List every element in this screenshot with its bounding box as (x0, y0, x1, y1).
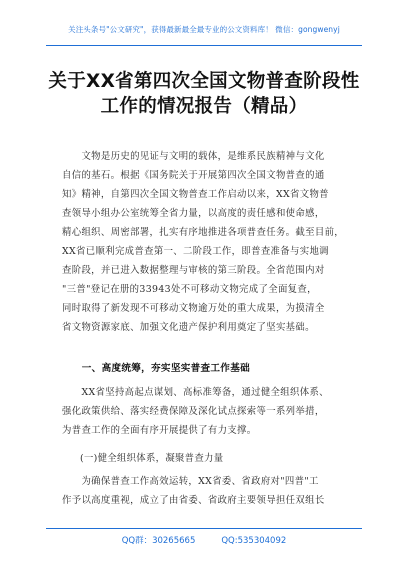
footer-divider (46, 528, 362, 529)
paragraph-line: 同时取得了新发现不可移动文物逾万处的重大成果，为摸清全 (62, 303, 325, 314)
paragraph-subsection-1 (62, 472, 362, 510)
header-banner: 关注头条号"公文研究"，获得最新最全最专业的公文资料库！ 微信：gongwenyj (68, 25, 340, 34)
paragraph-line: 省文物资源家底、加强文化遗产保护利用奠定了坚实基础。 (62, 322, 315, 333)
paragraph-line: 为确保普查工作高效运转，XX省委、省政府对"四普"工 (62, 476, 319, 487)
paragraph-line: 精心组织、周密部署，扎实有序地推进各项普查任务。截至目前， (62, 227, 345, 238)
paragraph-line: 为普查工作的全面有序开展提供了有力支撑。 (62, 425, 257, 436)
title-line-2: 工作的情况报告（精品） (100, 96, 308, 117)
section-heading-1: 一、高度统筹，夯实坚实普查工作基础 (62, 363, 250, 374)
paragraph-line: 文物是历史的见证与文明的载体，是维系民族精神与文化 (62, 151, 325, 162)
paragraph-section-1 (62, 383, 362, 440)
title-line-1: 关于XX省第四次全国文物普查阶段性 (48, 71, 360, 92)
paragraph-line: XX省坚持高起点谋划、高标准筹备，通过健全组织体系、 (62, 387, 329, 398)
paragraph-line: "三普"登记在册的33943处不可移动文物完成了全面复查， (62, 284, 317, 295)
footer-qq-group: QQ群：30265665 (121, 536, 196, 546)
paragraph-line: 查阶段，并已进入数据整理与审核的第三阶段。全省范围内对 (62, 265, 325, 276)
paragraph-line: 作予以高度重视，成立了由省委、省政府主要领导担任双组长 (62, 495, 325, 506)
paragraph-line: XX省已顺利完成普查第一、二阶段工作，即普查准备与实地调 (62, 246, 329, 257)
paragraph-line: 查领导小组办公室统筹全省力量，以高度的责任感和使命感， (62, 208, 325, 219)
paragraph-line: 强化政策供给、落实经费保障及深化试点探索等一系列举措， (62, 406, 325, 417)
header-divider (46, 45, 362, 46)
document-title (20, 69, 388, 119)
paragraph-line: 知》精神，自第四次全国文物普查工作启动以来，XX省文物普 (62, 189, 329, 200)
subsection-heading-1: (一)健全组织体系，凝聚普查力量 (80, 453, 224, 464)
paragraph-intro (62, 147, 362, 337)
paragraph-line: 自信的基石。根据《国务院关于开展第四次全国文物普查的通 (62, 170, 325, 181)
footer (0, 534, 408, 546)
footer-qq: QQ:535304092 (221, 536, 287, 546)
